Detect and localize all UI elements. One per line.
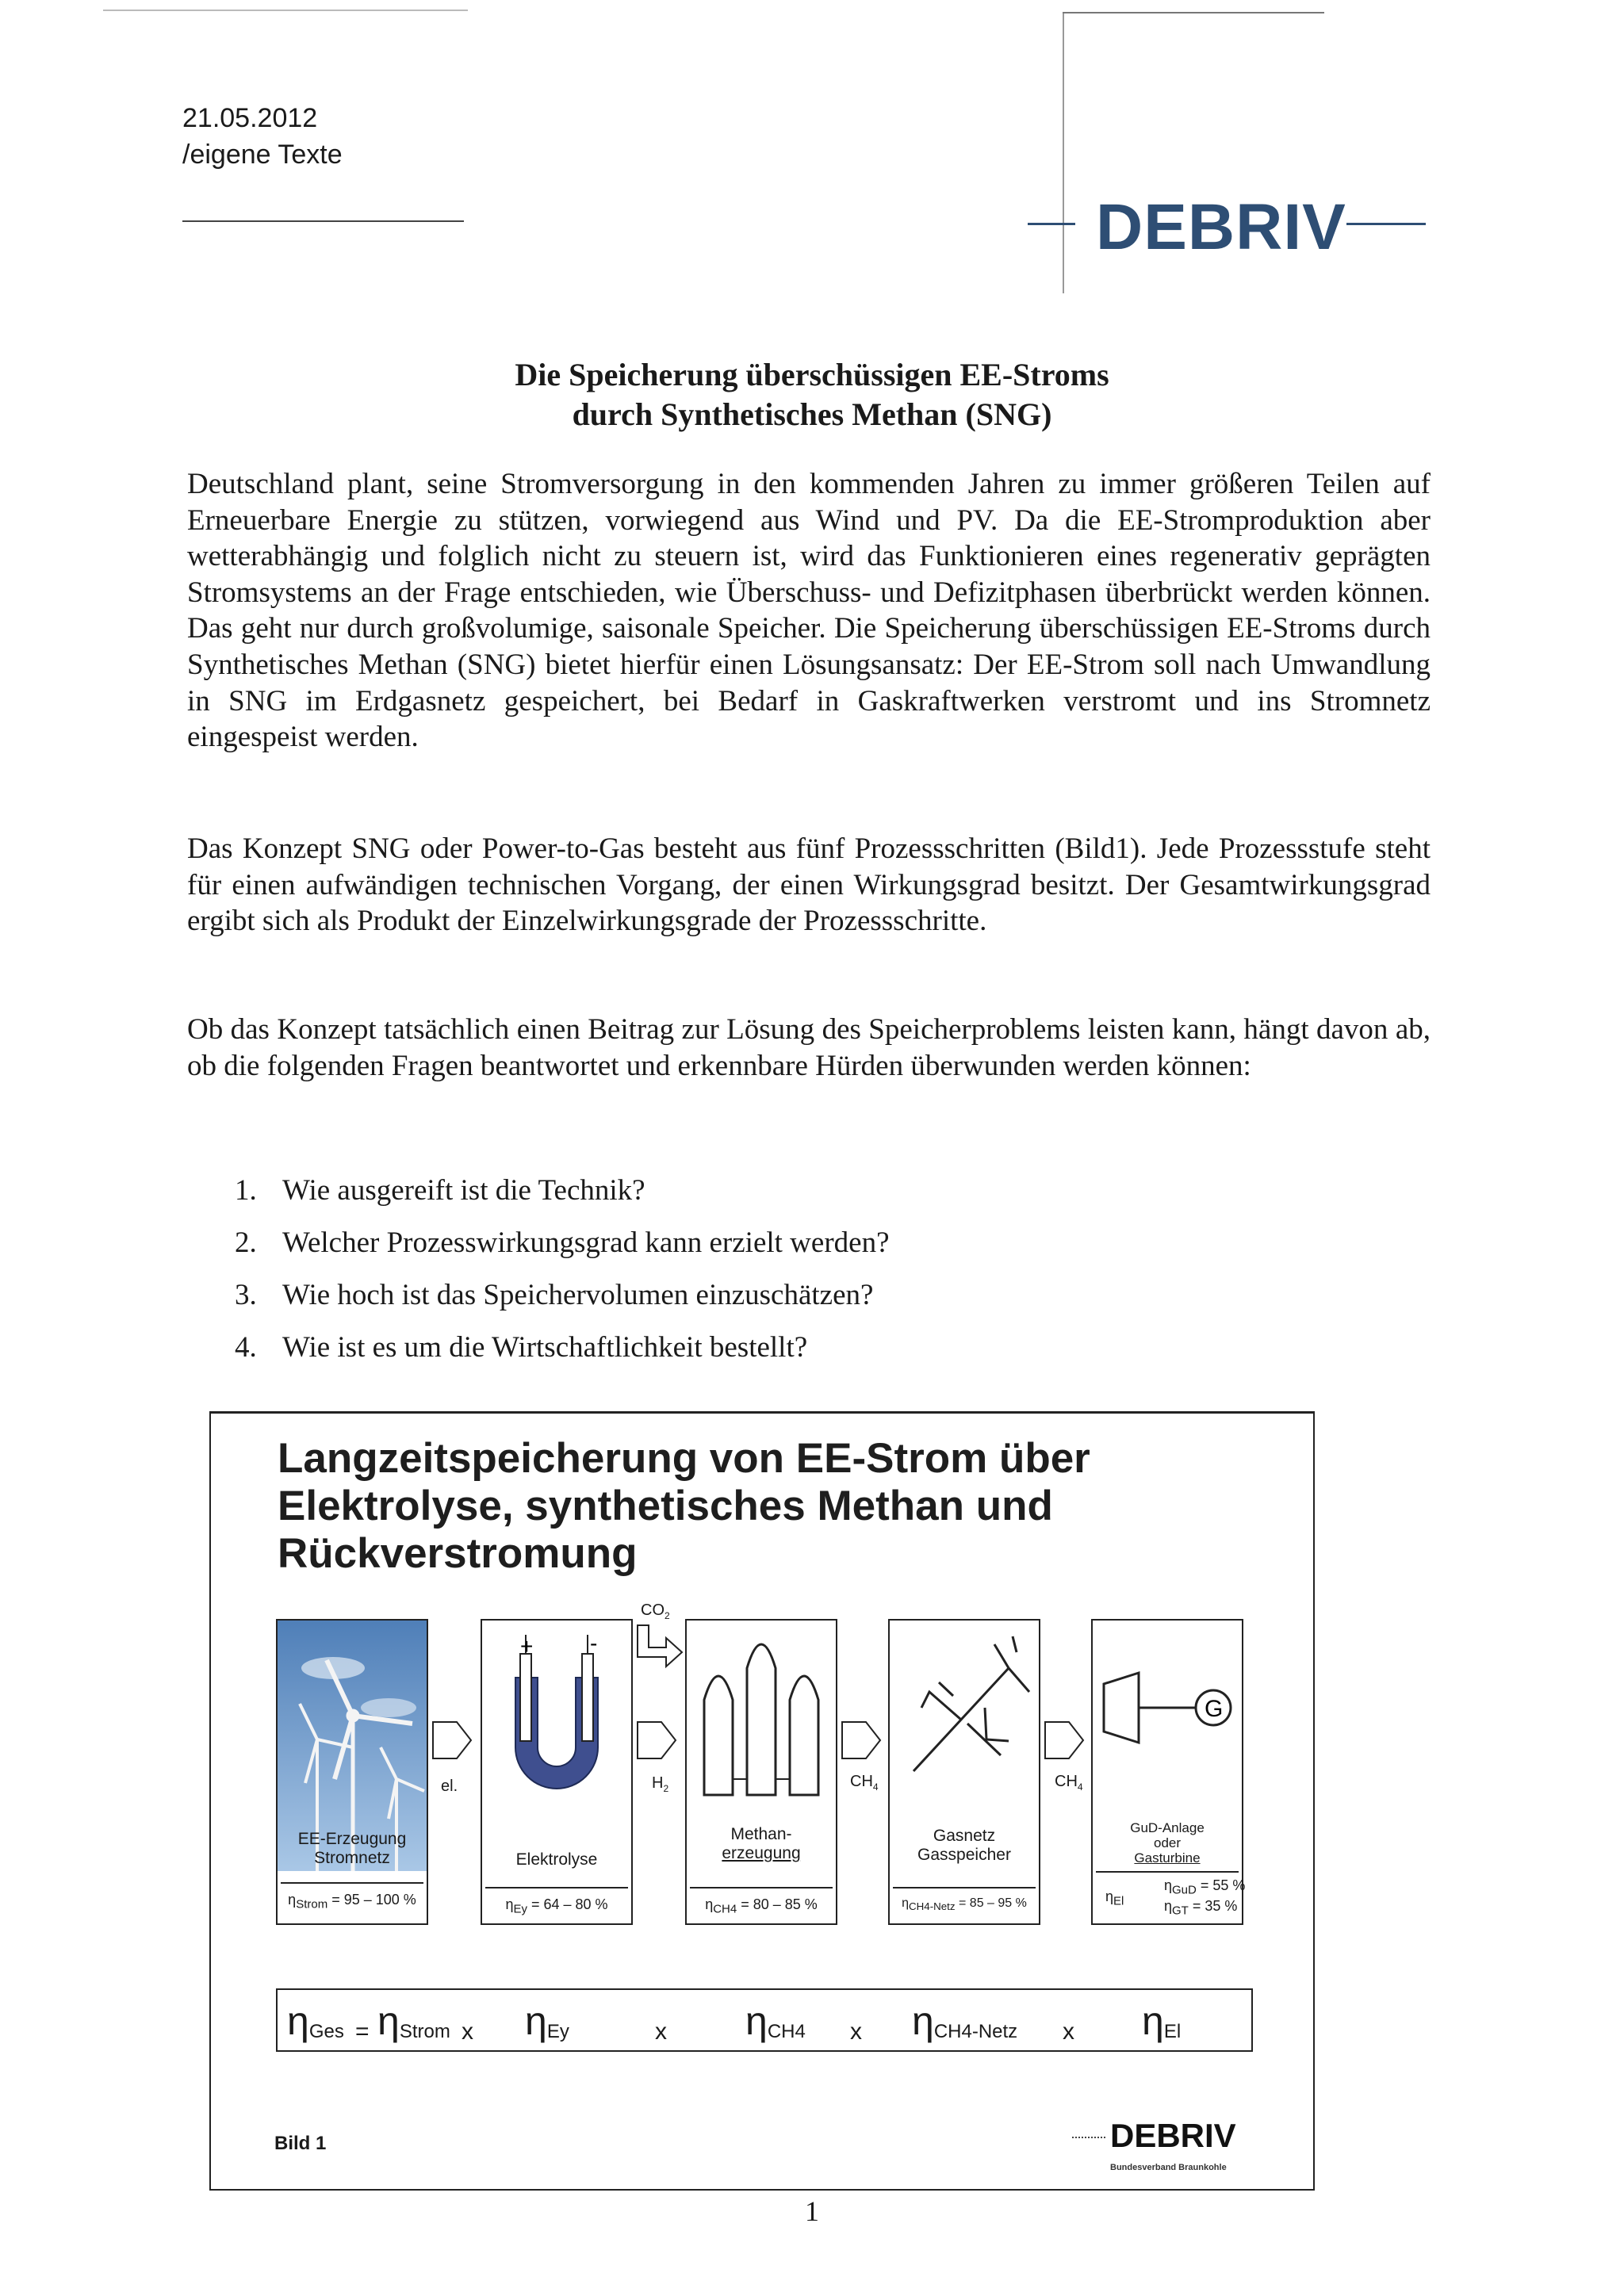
arrow-icon — [834, 1705, 890, 1776]
flow-subscript: 2 — [663, 1783, 669, 1794]
eta-value: = 85 – 95 % — [959, 1896, 1027, 1910]
eta-total — [287, 2001, 344, 2052]
eta-strom — [377, 2001, 450, 2052]
eta-el — [1105, 1888, 1124, 1908]
eta-subscript: Strom — [399, 2021, 450, 2042]
flow-label-h2 — [652, 1774, 668, 1794]
paragraph-concept: Das Konzept SNG oder Power-to-Gas besteht aus fünf Prozessschritten (Bild1). Jede Prozessstufe steht für einen aufwändigen technischen Vorgang, der einen Wirkungsgrad besitzt. Der Gesamtwirkungsgrad ergibt sich als Produkt der Einzelwirkungsgrade der Prozessschritte. — [187, 832, 1431, 938]
list-number: 2. — [235, 1226, 257, 1259]
figure-title — [278, 1435, 1090, 1578]
flow-text: CH — [1055, 1773, 1078, 1790]
efficiency-el — [1096, 1871, 1246, 1920]
paragraph-intro: Deutschland plant, seine Stromversorgung in den kommenden Jahren zu immer größeren Teilen auf Erneuerbare Energie zu stützen, vorwiegend aus Wind und PV. Da die EE-Stromproduktion aber wetterabhängig und folglich nicht zu steuern ist, wird das Funktionieren eines regenerativ geprägten Stromsystems an der Frage entschieden, wie Überschuss- und Defizitphasen überbrückt werden können. Das geht nur durch großvolumige, saisonale Speicher. Die Speicherung überschüssigen EE-Stroms durch Synthetisches Methan (SNG) bietet hierfür einen Lösungsansatz: Der EE-Strom soll nach Umwandlung in SNG im Erdgasnetz gespeichert, bei Bedarf in Gaskraftwerken verstromt und ins Stromnetz eingespeist werden. — [187, 468, 1431, 754]
stage-label-line: Gasturbine — [1134, 1850, 1201, 1866]
flow-subscript: 4 — [872, 1781, 879, 1793]
eta-symbol: η — [745, 1999, 768, 2043]
eta-subscript: CH4-Netz — [933, 2021, 1018, 2042]
stage-label — [1093, 1820, 1242, 1866]
stage-box-methanation — [685, 1619, 837, 1925]
eta-subscript: El — [1113, 1894, 1124, 1908]
page-number: 1 — [805, 2195, 819, 2227]
eta-symbol: η — [1164, 1877, 1173, 1893]
eta-value: = 95 – 100 % — [331, 1892, 416, 1908]
document-reference: /eigene Texte — [182, 140, 343, 170]
eta-subscript: Ges — [308, 2021, 344, 2042]
eta-value: = 64 – 80 % — [530, 1896, 608, 1912]
eta-symbol: η — [912, 1999, 934, 2043]
eta-symbol: η — [377, 1999, 400, 2043]
formula-times: x — [462, 2019, 473, 2045]
eta-gt — [1164, 1898, 1237, 1918]
list-text: Wie hoch ist das Speichervolumen einzuschätzen? — [282, 1279, 874, 1311]
eta-symbol: η — [525, 1999, 547, 2043]
eta-symbol: η — [705, 1896, 714, 1912]
flow-subscript: 4 — [1077, 1781, 1083, 1793]
eta-gud — [1164, 1877, 1245, 1897]
stage-label-line: Gasspeicher — [917, 1846, 1011, 1864]
efficiency-ch4-netz — [893, 1887, 1036, 1912]
formula-times: x — [850, 2019, 862, 2045]
stage-label-line: Stromnetz — [314, 1849, 390, 1867]
top-rule — [103, 10, 468, 11]
pipeline-icon — [890, 1621, 1039, 1803]
stage-box-gas-network — [888, 1619, 1040, 1925]
eta-subscript: Strom — [296, 1897, 328, 1911]
eta-subscript: Ey — [513, 1902, 527, 1916]
stage-box-generation — [276, 1619, 428, 1925]
figure-debriv-logo: DEBRIV — [1110, 2117, 1236, 2154]
eta-el — [1142, 2001, 1181, 2052]
eta-value: = 35 % — [1192, 1898, 1238, 1914]
stage-box-electrolysis — [481, 1619, 633, 1925]
stage-label-line: erzeugung — [722, 1844, 801, 1862]
stage-label — [890, 1827, 1039, 1865]
generator-label: G — [1205, 1696, 1224, 1722]
figure-title-line: Langzeitspeicherung von EE-Strom über — [278, 1435, 1090, 1482]
minus-sign: - — [590, 1631, 598, 1655]
eta-symbol: η — [1105, 1888, 1114, 1904]
list-number: 3. — [235, 1279, 257, 1311]
efficiency-ey — [485, 1887, 628, 1916]
eta-subscript: CH4 — [767, 2021, 806, 2042]
eta-subscript: Ey — [546, 2021, 569, 2042]
flow-text: CH — [850, 1773, 873, 1790]
list-text: Wie ist es um die Wirtschaftlichkeit bestellt? — [282, 1331, 808, 1364]
eta-subscript: CH4 — [713, 1902, 737, 1916]
eta-ch4 — [745, 2001, 806, 2052]
eta-symbol: η — [505, 1896, 514, 1912]
plus-sign: + — [520, 1634, 534, 1659]
stage-label — [687, 1825, 836, 1863]
eta-ch4-netz — [912, 2001, 1017, 2052]
arrow-icon — [630, 1705, 685, 1776]
document-title — [0, 355, 1624, 434]
signature-line — [182, 220, 464, 222]
eta-ey — [525, 2001, 569, 2052]
stage-label-line: EE-Erzeugung — [297, 1830, 407, 1848]
flow-label-ch4 — [850, 1773, 879, 1793]
eta-subscript: GuD — [1172, 1883, 1197, 1897]
stage-label-line: GuD-Anlage — [1130, 1820, 1205, 1835]
title-line-2: durch Synthetisches Methan (SNG) — [572, 396, 1052, 432]
eta-symbol: η — [1164, 1898, 1173, 1914]
formula-times: x — [655, 2019, 667, 2045]
logo-line-left — [1028, 223, 1075, 225]
flow-text: H — [652, 1774, 664, 1792]
list-number: 1. — [235, 1174, 257, 1207]
document-date: 21.05.2012 — [182, 103, 318, 133]
stage-label-line: Gasnetz — [933, 1827, 996, 1845]
eta-value: = 80 – 85 % — [741, 1896, 818, 1912]
arrow-icon — [425, 1705, 481, 1776]
flow-label-ch4-2 — [1055, 1773, 1083, 1793]
formula-times: x — [1063, 2019, 1074, 2045]
figure-caption: Bild 1 — [274, 2133, 327, 2154]
list-text: Welcher Prozesswirkungsgrad kann erzielt werden? — [282, 1226, 890, 1259]
header-bracket-top — [1063, 12, 1324, 13]
title-line-1: Die Speicherung überschüssigen EE-Stroms — [515, 357, 1109, 392]
efficiency-ch4 — [690, 1887, 833, 1916]
stage-label-line: Methan- — [730, 1825, 792, 1843]
efficiency-strom — [281, 1882, 423, 1911]
figure-logo-line — [1072, 2137, 1105, 2138]
eta-symbol: η — [902, 1896, 910, 1910]
figure-logo-subtitle: Bundesverband Braunkohle — [1110, 2163, 1227, 2172]
eta-subscript: CH4-Netz — [909, 1900, 956, 1913]
stage-label: Elektrolyse — [515, 1850, 598, 1869]
turbine-generator-icon — [1093, 1621, 1242, 1803]
flow-label-el: el. — [441, 1777, 458, 1795]
logo-line-right — [1346, 223, 1426, 225]
paragraph-questions-intro: Ob das Konzept tatsächlich einen Beitrag zur Lösung des Speicherproblems leisten kann, hängt davon ab, ob die folgenden Fragen beantwortet und erkennbare Hürden überwunden werden können: — [187, 1013, 1431, 1082]
flow-label-co2 — [641, 1601, 670, 1621]
header-bracket — [1063, 12, 1064, 293]
flow-text: CO — [641, 1601, 665, 1619]
debriv-logo: DEBRIV — [1096, 191, 1346, 263]
arrow-icon — [1037, 1705, 1093, 1776]
reactor-icon — [687, 1621, 836, 1803]
eta-subscript: El — [1163, 2021, 1182, 2042]
eta-value: = 55 % — [1200, 1877, 1246, 1893]
eta-subscript: GT — [1172, 1904, 1189, 1918]
formula-equals: = — [355, 2019, 370, 2045]
electrolysis-icon — [482, 1621, 631, 1803]
figure-title-line: Elektrolyse, synthetisches Methan und — [278, 1483, 1053, 1529]
list-text: Wie ausgereift ist die Technik? — [282, 1174, 645, 1207]
eta-symbol: η — [287, 1999, 309, 2043]
flow-subscript: 2 — [665, 1610, 670, 1621]
list-number: 4. — [235, 1331, 257, 1364]
stage-label-line: oder — [1153, 1835, 1182, 1850]
stage-box-power-plant — [1091, 1619, 1246, 1925]
eta-symbol: η — [1142, 1999, 1164, 2043]
stage-label — [278, 1830, 427, 1868]
eta-symbol: η — [288, 1892, 297, 1908]
co2-arrow-icon — [631, 1622, 687, 1678]
figure-title-line: Rückverstromung — [278, 1530, 638, 1577]
